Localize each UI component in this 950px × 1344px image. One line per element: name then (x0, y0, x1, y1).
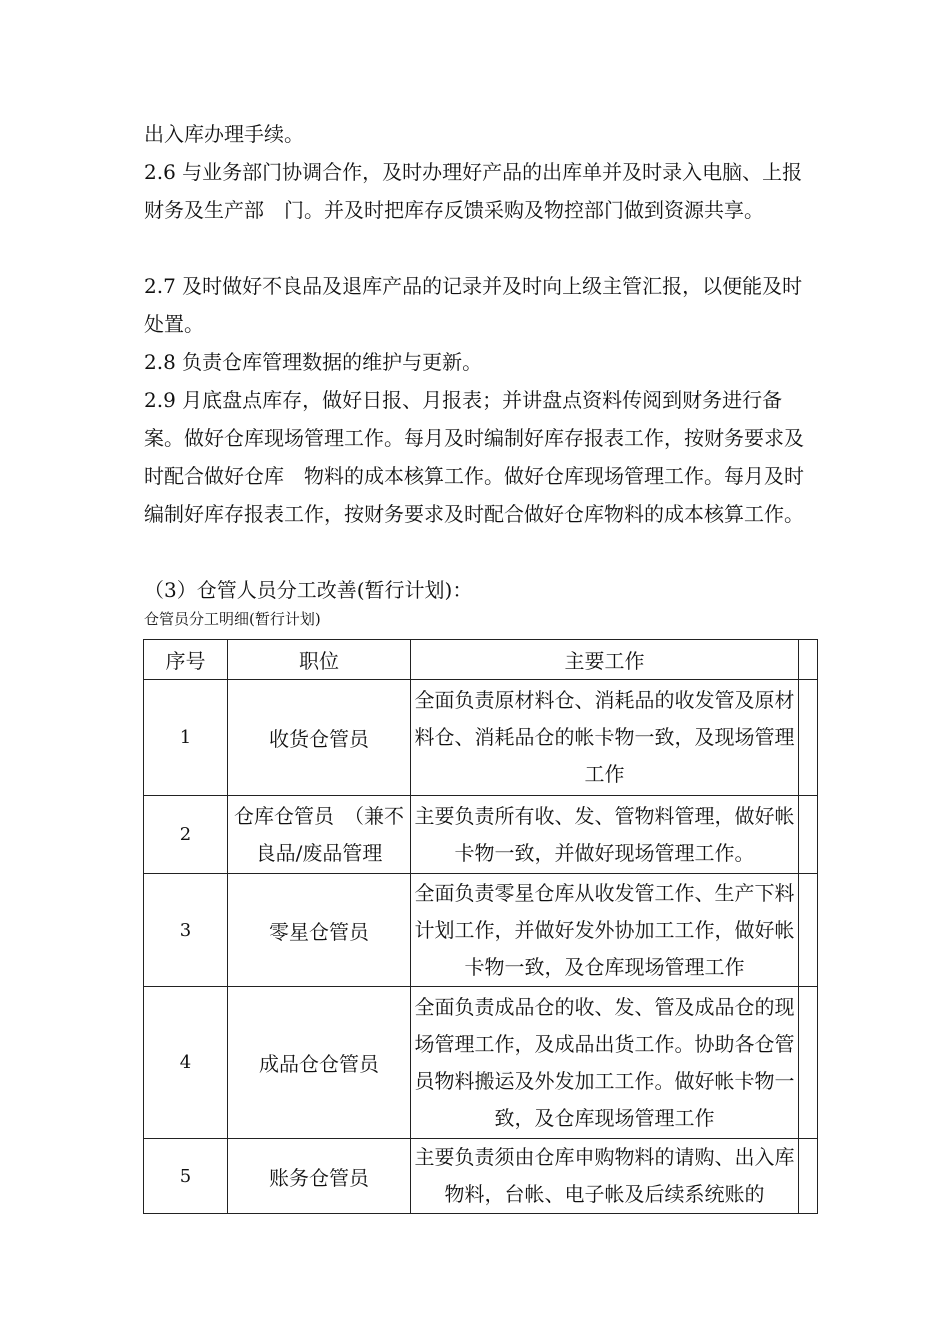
row-number: 2 (144, 796, 228, 874)
paragraph-2-9: 2.9 月底盘点库存，做好日报、月报表；并讲盘点资料传阅到财务进行备案。做好仓库现场管理工作。每月及时编制好库存报表工作，按财务要求及时配合做好仓库 物料的成本核算工作。做好仓库现场管理工作。每月及时编制好库存报表工作，按财务要求及时配合做好仓库物料的成本核算工作。 (144, 388, 804, 526)
table-caption: 仓管员分工明细(暂行计划) (144, 610, 321, 628)
paragraph-intro: 出入库办理手续。 (144, 122, 304, 146)
row-number: 4 (144, 987, 228, 1139)
table-row (144, 796, 818, 874)
row-position: 零星仓管员 (228, 874, 411, 987)
table-row (144, 987, 818, 1139)
row-duty: 主要负责所有收、发、管物料管理，做好帐卡物一致，并做好现场管理工作。 (411, 796, 799, 874)
row-position: 仓库仓管员 （兼不良品/废品管理 (228, 796, 411, 874)
row-duty: 全面负责零星仓库从收发管工作、生产下料计划工作，并做好发外协加工工作，做好帐卡物一致，及仓库现场管理工作 (411, 874, 799, 987)
header-extra-cell (799, 640, 818, 680)
staff-division-table (143, 639, 818, 1214)
section-heading: （3）仓管人员分工改善(暂行计划)： (144, 578, 473, 602)
row-number: 3 (144, 874, 228, 987)
header-number: 序号 (144, 640, 228, 680)
row-duty: 全面负责成品仓的收、发、管及成品仓的现场管理工作，及成品出货工作。协助各仓管员物料搬运及外发加工工作。做好帐卡物一致，及仓库现场管理工作 (411, 987, 799, 1139)
row-number: 1 (144, 680, 228, 796)
table-header-row (144, 640, 818, 680)
table-row (144, 1139, 818, 1214)
row-position: 账务仓管员 (228, 1139, 411, 1214)
paragraph-2-7: 2.7 及时做好不良品及退库产品的记录并及时向上级主管汇报，以便能及时处置。 (144, 274, 803, 336)
paragraph-2-8: 2.8 负责仓库管理数据的维护与更新。 (144, 350, 483, 374)
row-extra-cell (799, 680, 818, 796)
row-duty: 全面负责原材料仓、消耗品的收发管及原材料仓、消耗品仓的帐卡物一致，及现场管理工作 (411, 680, 799, 796)
header-position: 职位 (228, 640, 411, 680)
row-number: 5 (144, 1139, 228, 1214)
row-extra-cell (799, 796, 818, 874)
row-extra-cell (799, 874, 818, 987)
row-position: 成品仓仓管员 (228, 987, 411, 1139)
header-duties: 主要工作 (411, 640, 799, 680)
row-position: 收货仓管员 (228, 680, 411, 796)
row-duty: 主要负责须由仓库申购物料的请购、出入库物料，台帐、电子帐及后续系统账的 (411, 1139, 799, 1214)
paragraph-2-6: 2.6 与业务部门协调合作，及时办理好产品的出库单并及时录入电脑、上报财务及生产部 门。并及时把库存反馈采购及物控部门做到资源共享。 (144, 160, 803, 222)
table-row (144, 874, 818, 987)
table-row (144, 680, 818, 796)
row-extra-cell (799, 987, 818, 1139)
row-extra-cell (799, 1139, 818, 1214)
